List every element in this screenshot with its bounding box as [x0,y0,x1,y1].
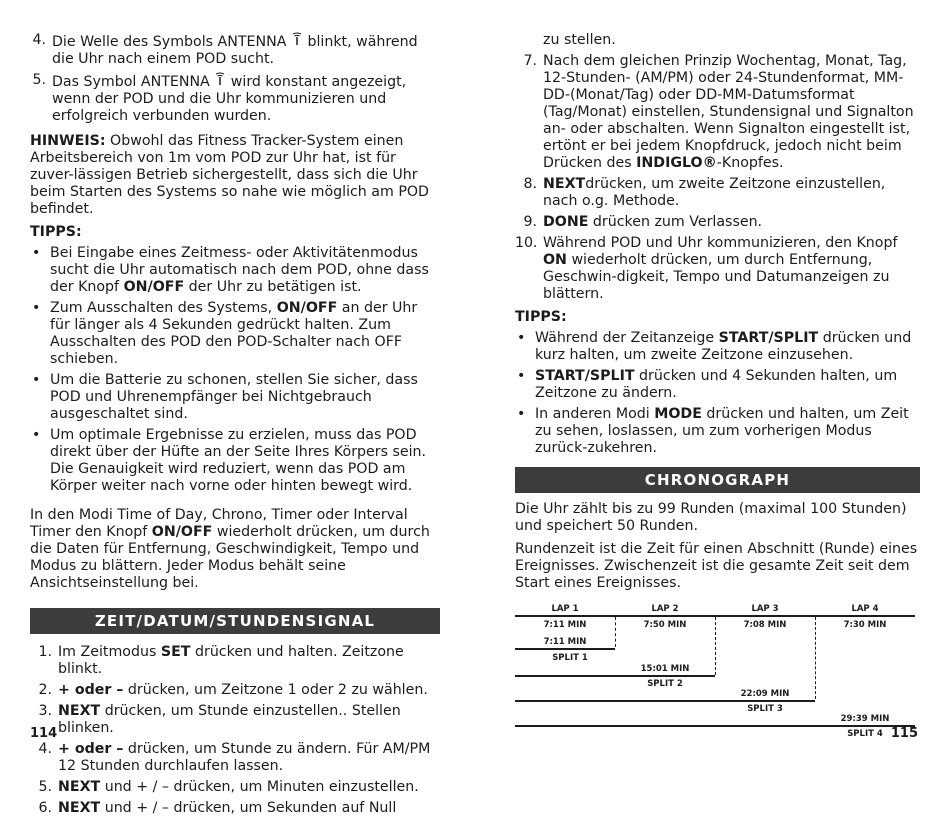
continuation-text: zu stellen. [543,32,616,48]
list-item: 10. Während POD und Uhr kommunizieren, den Knopf ON wiederholt drücken, um durch Entfernung, Geschwin-digkeit, Tempo und Datumanzeigen zu blättern. [515,235,898,302]
list-item: • Um die Batterie zu schonen, stellen Sie sicher, dass POD und Uhrenempfänger bei Nichtgebrauch ausgeschaltet sind. [30,372,440,423]
split-value: 29:39 MIN [840,714,890,724]
tips-list [515,330,920,457]
list-item: 9. DONE drücken zum Verlassen. [523,214,763,230]
list-item: 6. NEXT und + / – drücken, um Sekunden auf Null [38,800,397,816]
note-paragraph: HINWEIS: Obwohl das Fitness Tracker-System einen Arbeitsbereich von 1m vom POD zur Uhr hat, ist für zuver-lässigen Betrieb sichergestellt, dass sich die Uhr beim Starten des Systems so nahe wie möglich am POD befindet. [30,133,429,217]
split-value: 22:09 MIN [740,689,790,699]
list-item: • START/SPLIT drücken und 4 Sekunden halten, um Zeitzone zu ändern. [515,368,920,402]
split-label: SPLIT 1 [552,653,588,663]
list-item: 3. NEXT drücken, um Stunde einzustellen.. Stellen blinken. [38,703,401,736]
split-label: SPLIT 3 [747,704,783,714]
tips-heading: TIPPS: [30,224,82,240]
list-item: • Um optimale Ergebnisse zu erzielen, muss das POD direkt über der Hüfte an der Seite Ihres Körpers sein. Die Genauigkeit wird reduziert, wenn das POD am Körper weiter nach vorne oder hinten bewegt wird. [30,427,440,495]
page-number-right: 115 [890,726,918,741]
split-label: SPLIT 4 [847,729,883,739]
split-value: 15:01 MIN [640,664,690,674]
lap-time: 7:08 MIN [743,620,787,630]
list-item: 8. NEXTdrücken, um zweite Zeitzone einzustellen, nach o.g. Methode. [523,176,886,209]
section-heading: ZEIT/DATUM/STUNDENSIGNAL [30,608,440,634]
page-number-left: 114 [30,726,58,741]
lap-divider [615,617,616,647]
list-item: • Bei Eingabe eines Zeitmess- oder Aktivitätenmodus sucht die Uhr automatisch nach dem POD, ohne dass der Knopf ON/OFF der Uhr zu betätigen ist. [30,245,440,296]
list-item: 1. Im Zeitmodus SET drücken und halten. Zeitzone blinkt. [38,644,404,677]
antenna-steps [30,32,440,125]
tips-list [30,245,440,495]
lap-time: 7:30 MIN [843,620,887,630]
lap-divider [815,617,816,699]
lap-label: LAP 2 [651,604,679,614]
tips-heading: TIPPS: [515,309,567,325]
lap-divider [715,617,716,675]
list-item: 5. NEXT und + / – drücken, um Minuten einzustellen. [38,779,419,795]
lap-label: LAP 3 [751,604,779,614]
list-item: 5. Das Symbol ANTENNA wird konstant angezeigt, wenn der POD und die Uhr kommunizieren und erfolgreich verbunden wurden. [32,72,407,124]
section-heading: CHRONOGRAPH [515,467,920,493]
split-bar [515,725,915,727]
list-item: 4. Die Welle des Symbols ANTENNA blinkt, während die Uhr nach einem POD sucht. [32,32,418,67]
list-item: • In anderen Modi MODE drücken und halten, um Zeit zu sehen, loslassen, um zum vorherigen Modus zurück-zukehren. [515,406,920,457]
list-item: 2. + oder – drücken, um Zeitzone 1 oder 2 zu wählen. [38,682,428,698]
list-item: 4. + oder – drücken, um Stunde zu ändern. Für AM/PM 12 Stunden durchlaufen lassen. [38,741,431,774]
modes-paragraph: In den Modi Time of Day, Chrono, Timer oder Interval Timer den Knopf ON/OFF wiederholt drücken, um durch die Daten für Entfernung, Geschwindigkeit, Tempo und Modus zu blättern. Jeder Modus behält seine Ansichtseinstellung bei. [30,507,430,591]
lap-time: 7:11 MIN [543,620,587,630]
list-item: • Während der Zeitanzeige START/SPLIT drücken und kurz halten, um zweite Zeitzone einzusehen. [515,330,920,364]
split-bar [515,648,615,650]
list-item: • Zum Ausschalten des Systems, ON/OFF an der Uhr für länger als 4 Sekunden gedrückt halten. Zum Ausschalten des POD den POD-Schalter nach OFF schieben. [30,300,440,368]
antenna-icon [291,34,303,50]
lap-split-diagram [515,604,915,744]
left-page [30,32,440,823]
split-label: SPLIT 2 [647,679,683,689]
time-setting-steps-continued [515,53,920,303]
split-bar [515,700,815,702]
lap-label: LAP 1 [551,604,579,614]
split-value: 7:11 MIN [543,637,587,647]
split-bar [515,675,715,677]
right-page [515,32,920,744]
list-item: 7. Nach dem gleichen Prinzip Wochentag, Monat, Tag, 12-Stunden- (AM/PM) oder 24-Stundenformat, MM-DD-(Monat/Tag) oder DD-MM-Datumsformat (Tag/Monat) einstellen, Stundensignal und Signalton an- oder abschalten. Wenn Signalton eingestellt ist, ertönt er bei jedem Knopfdruck, jedoch nicht beim Drücken des INDIGLO®-Knopfes. [523,53,914,171]
lap-label: LAP 4 [851,604,879,614]
chrono-paragraph: Rundenzeit ist die Zeit für einen Abschnitt (Runde) eines Ereignisses. Zwischenzeit ist die gesamte Zeit seit dem Start eines Ereignisses. [515,541,918,591]
antenna-icon [214,74,226,90]
lap-time: 7:50 MIN [643,620,687,630]
chrono-paragraph: Die Uhr zählt bis zu 99 Runden (maximal 100 Stunden) und speichert 50 Runden. [515,501,907,534]
time-setting-steps [30,644,440,817]
